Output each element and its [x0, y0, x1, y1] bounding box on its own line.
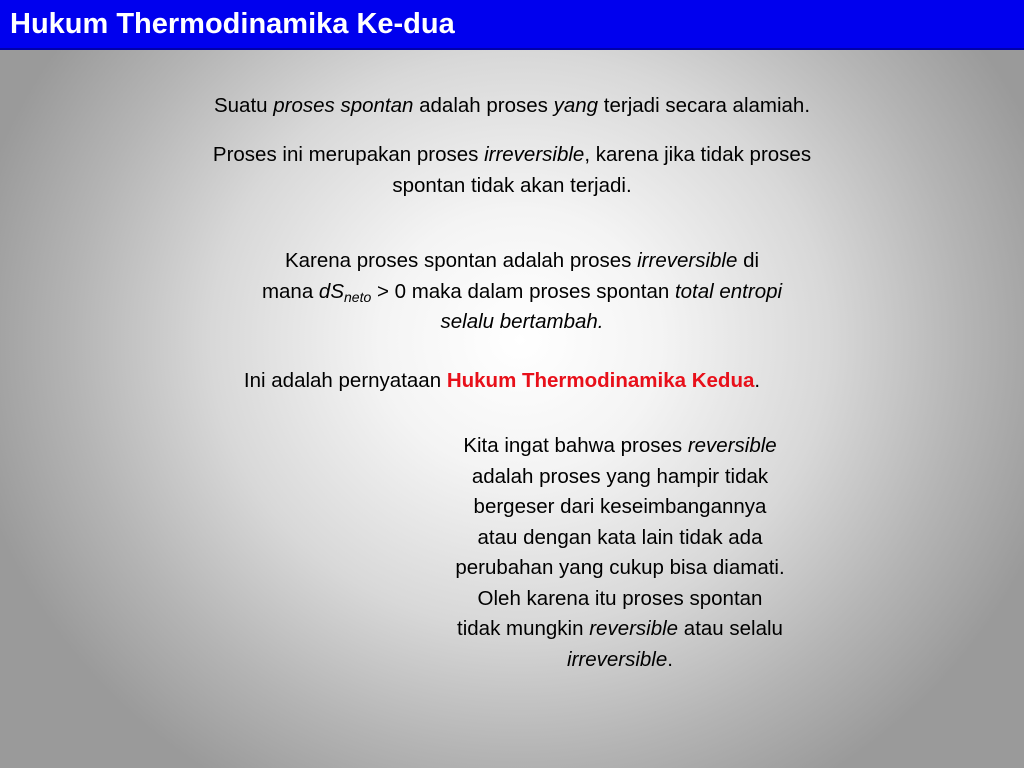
- text-span: spontan tidak akan terjadi.: [392, 173, 632, 197]
- text-span: terjadi secara alamiah.: [598, 94, 811, 117]
- highlight-term: Hukum Thermodinamika Kedua: [446, 369, 755, 392]
- title-bar: [0, 0, 1024, 50]
- text-span: Suatu: [213, 94, 274, 117]
- text-span: atau dengan kata lain tidak ada: [477, 525, 763, 549]
- text-span: tidak mungkin: [457, 617, 590, 640]
- text-span: bergeser dari keseimbangannya: [473, 495, 767, 518]
- italic-term: irreversible: [637, 249, 738, 272]
- text-span: Proses ini merupakan proses: [212, 143, 485, 166]
- slide-title: Hukum Thermodinamika Ke-dua: [10, 8, 455, 40]
- entropy-subscript: neto: [344, 288, 372, 305]
- italic-term: reversible: [589, 617, 679, 640]
- paragraph-statement: [160, 366, 844, 397]
- text-span: adalah proses: [413, 94, 554, 117]
- text-span: di: [737, 249, 760, 272]
- italic-term: irreversible: [567, 647, 668, 671]
- italic-term: reversible: [687, 434, 777, 457]
- italic-term: irreversible: [484, 143, 585, 166]
- paragraph-irreversible: [120, 140, 904, 201]
- paragraph-entropy: [180, 246, 864, 338]
- paragraph-reversible-note: [380, 431, 860, 675]
- text-span: , karena jika tidak proses: [584, 143, 812, 166]
- text-span: Ini adalah pernyataan: [243, 369, 447, 392]
- text-span: > 0 maka dalam proses spontan: [371, 279, 675, 303]
- text-span: .: [667, 647, 673, 671]
- text-span: Karena proses spontan adalah proses: [284, 249, 638, 272]
- entropy-symbol: dS: [318, 279, 344, 303]
- text-span: .: [754, 369, 761, 392]
- text-span: perubahan yang cukup bisa diamati.: [455, 556, 785, 579]
- italic-term: total entropi: [674, 279, 783, 303]
- paragraph-spontaneous-process: [120, 91, 904, 122]
- text-span: Kita ingat bahwa proses: [463, 434, 688, 457]
- italic-term: yang: [553, 94, 599, 117]
- text-span: Oleh karena itu proses spontan: [477, 586, 763, 610]
- text-span: mana: [261, 279, 319, 303]
- italic-term: selalu bertambah.: [440, 310, 604, 333]
- italic-term: proses spontan: [273, 94, 414, 117]
- text-span: adalah proses yang hampir tidak: [471, 464, 769, 488]
- text-span: atau selalu: [678, 617, 783, 640]
